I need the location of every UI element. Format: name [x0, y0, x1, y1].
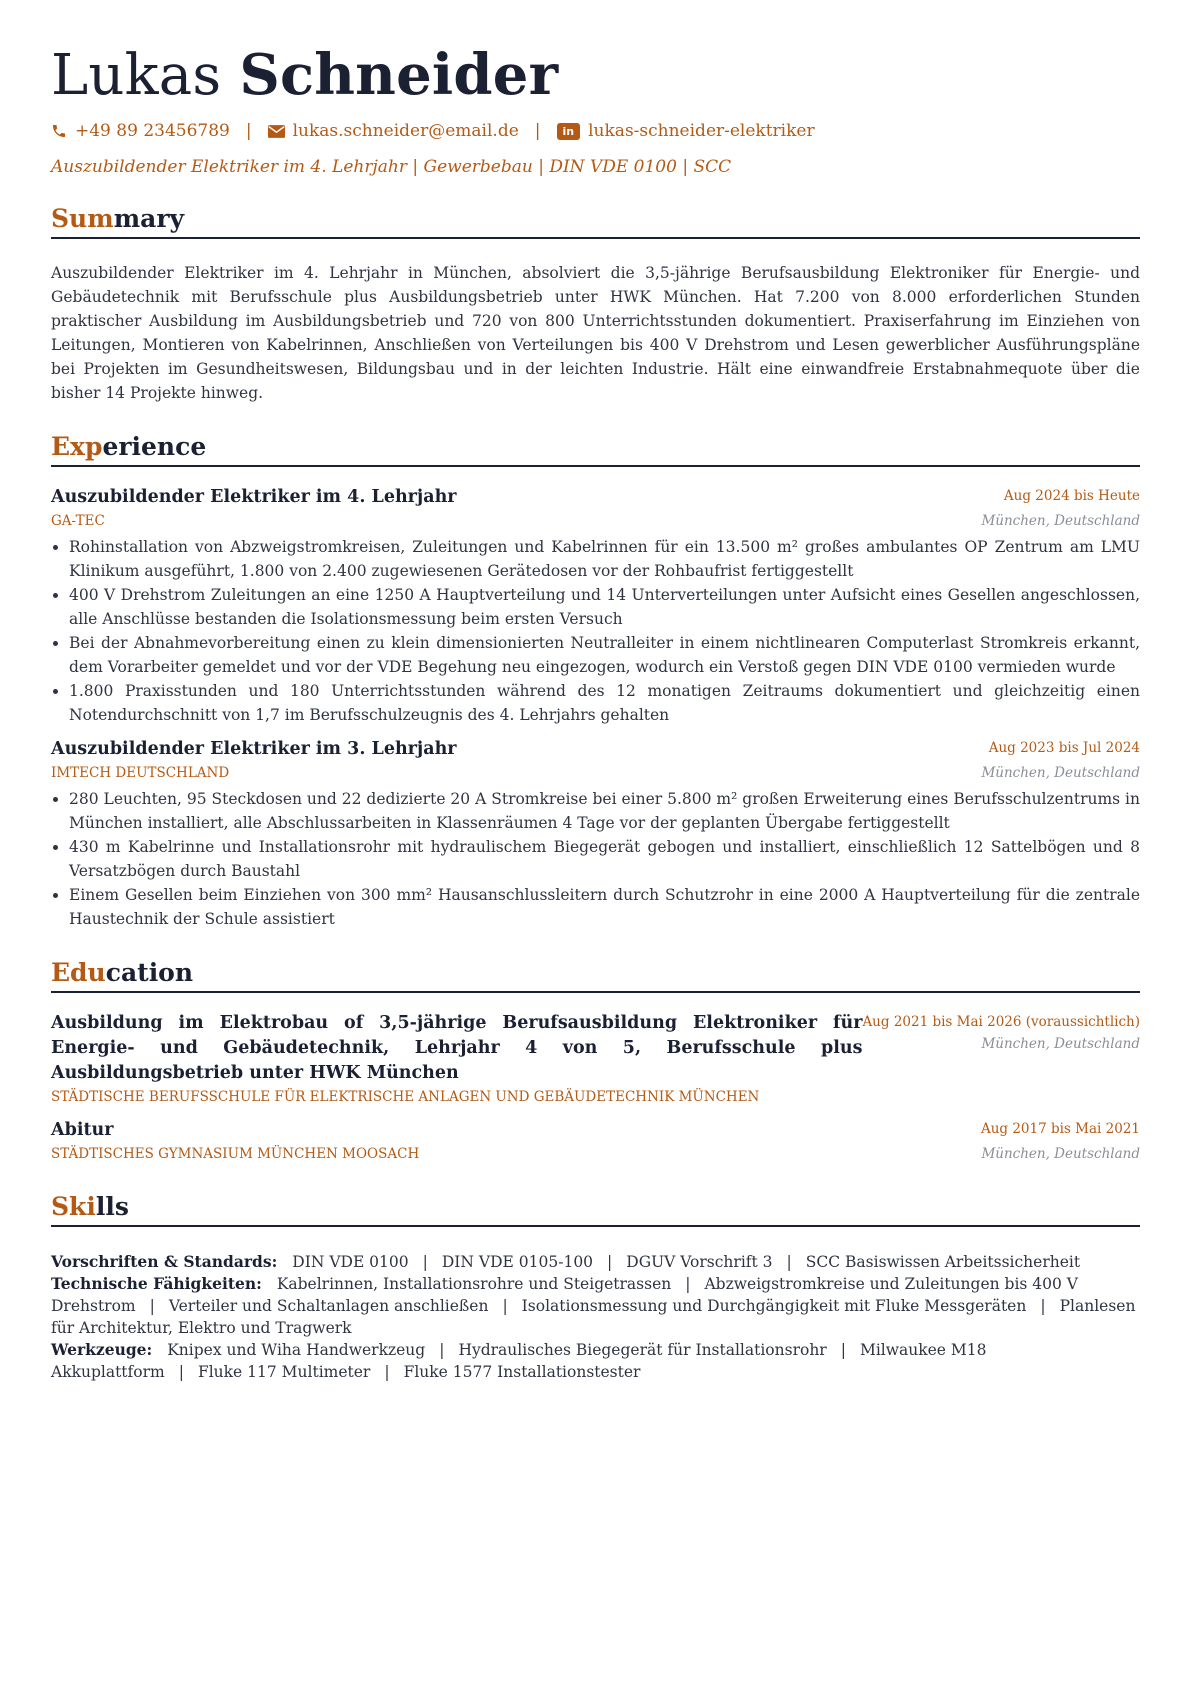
- skill-group-tools: [51, 1339, 1140, 1383]
- email-address: lukas.schneider@email.de: [292, 121, 519, 141]
- bullet-item: • 1.800 Praxisstunden und 180 Unterrichtsstunden während des 12 monatigen Zeitraums dokumentiert und gleichzeitig einen Notendurchschnitt von 1,7 im Berufsschulzeugnis des 4. Lehrjahrs gehalten: [69, 679, 1140, 727]
- employer: GA-TEC: [51, 513, 105, 529]
- skill-separator: |: [178, 1363, 184, 1381]
- skill-item: Verteiler und Schaltanlagen anschließen: [168, 1297, 489, 1315]
- envelope-icon: [268, 125, 285, 138]
- linkedin-handle: lukas-schneider-elektriker: [588, 121, 815, 141]
- skill-item: DGUV Vorschrift 3: [626, 1253, 773, 1271]
- section-title-education: Education: [51, 957, 1140, 993]
- skill-separator: |: [685, 1275, 691, 1293]
- job-dates: Aug 2024 bis Heute: [1003, 488, 1140, 504]
- school-name: STÄDTISCHES GYMNASIUM MÜNCHEN MOOSACH: [51, 1146, 420, 1162]
- skills-section: [51, 1191, 1140, 1383]
- summary-section: [51, 203, 1140, 405]
- linkedin-icon: in: [557, 123, 581, 140]
- school-name: STÄDTISCHE BERUFSSCHULE FÜR ELEKTRISCHE ANLAGEN UND GEBÄUDETECHNIK MÜNCHEN: [51, 1089, 760, 1105]
- summary-text: Auszubildender Elektriker im 4. Lehrjahr in München, absolviert die 3,5-jährige Berufsausbildung Elektroniker für Energie- und Gebäudetechnik mit Berufsschule plus Ausbildungsbetrieb unter HWK München. Hat 7.200 von 8.000 erforderlichen Stunden praktischer Ausbildung im Ausbildungsbetrieb und 720 von 800 Unterrichtsstunden dokumentiert. Praxiserfahrung im Einziehen von Leitungen, Montieren von Kabelrinnen, Anschließen von Verteilungen bis 400 V Drehstrom und Lesen gewerblicher Ausführungspläne bei Projekten im Gesundheitswesen, Bildungsbau und in der leichten Industrie. Hält eine einwandfreie Erstabnahmequote über die bisher 14 Projekte hinweg.: [51, 264, 1140, 402]
- skill-item: Fluke 117 Multimeter: [197, 1363, 371, 1381]
- skill-item: Planlesen für Architektur, Elektro und Tragwerk: [51, 1297, 1136, 1337]
- job-title: Auszubildender Elektriker im 3. Lehrjahr: [51, 739, 457, 759]
- phone-icon: [51, 123, 67, 139]
- contact-separator: |: [245, 121, 252, 141]
- skill-item: Fluke 1577 Installationstester: [403, 1363, 641, 1381]
- section-title-summary: Summary: [51, 203, 1140, 239]
- experience-section: [51, 431, 1140, 931]
- skill-item: DIN VDE 0105-100: [441, 1253, 594, 1271]
- contact-separator: |: [534, 121, 541, 141]
- last-name: Schneider: [239, 42, 559, 108]
- skill-item: Knipex und Wiha Handwerkzeug: [167, 1341, 426, 1359]
- job-location: München, Deutschland: [981, 765, 1140, 781]
- skill-separator: |: [607, 1253, 613, 1271]
- skill-separator: |: [439, 1341, 445, 1359]
- experience-entry: [51, 737, 1140, 931]
- degree-title: Ausbildung im Elektrobau of 3,5-jährige Berufsausbildung Elektroniker für Energie- und Gebäudetechnik, Lehrjahr 4 von 5, Berufsschule plus Ausbildungsbetrieb unter HWK München: [51, 1013, 863, 1083]
- bullet-item: • Bei der Abnahmevorbereitung einen zu klein dimensionierten Neutralleiter in einem nichtlinearen Computerlast Stromkreis erkannt, dem Vorarbeiter gemeldet und vor der VDE Begehung neu eingezogen, wodurch ein Verstoß gegen DIN VDE 0100 vermieden wurde: [69, 631, 1140, 679]
- employer: IMTECH DEUTSCHLAND: [51, 765, 230, 781]
- contact-row: [51, 119, 1140, 143]
- candidate-name: [51, 40, 1140, 111]
- first-name: Lukas: [51, 43, 222, 108]
- linkedin-contact[interactable]: [557, 121, 815, 141]
- skill-item: DIN VDE 0100: [292, 1253, 409, 1271]
- job-dates: Aug 2023 bis Jul 2024: [988, 740, 1140, 756]
- bullet-item: • 400 V Drehstrom Zuleitungen an eine 1250 A Hauptverteilung und 14 Unterverteilungen unter Aufsicht eines Gesellen angeschlossen, alle Anschlüsse bestanden die Isolationsmessung beim ersten Versuch: [69, 583, 1140, 631]
- section-title-experience: Experience: [51, 431, 1140, 467]
- bullet-item: • 430 m Kabelrinne und Installationsrohr mit hydraulischem Biegegerät gebogen und installiert, einschließlich 12 Sattelbögen und 8 Versatzbögen durch Baustahl: [69, 835, 1140, 883]
- phone-contact[interactable]: [51, 121, 230, 141]
- bullet-item: • Einem Gesellen beim Einziehen von 300 mm² Hausanschlussleitern durch Schutzrohr in eine 2000 A Hauptverteilung für die zentrale Haustechnik der Schule assistiert: [69, 883, 1140, 931]
- education-dates: Aug 2021 bis Mai 2026 (voraussichtlich): [862, 1014, 1140, 1030]
- skill-group-technical: [51, 1273, 1140, 1339]
- education-entry: [51, 1118, 1140, 1165]
- skill-separator: |: [840, 1341, 846, 1359]
- education-entry: [51, 1011, 1140, 1108]
- skill-separator: |: [422, 1253, 428, 1271]
- education-dates: Aug 2017 bis Mai 2021: [980, 1121, 1140, 1137]
- experience-entry: [51, 485, 1140, 727]
- skill-group-label: Vorschriften & Standards:: [51, 1252, 278, 1271]
- skill-item: Hydraulisches Biegegerät für Installationsrohr: [458, 1341, 827, 1359]
- skills-list: [51, 1251, 1140, 1383]
- section-title-skills: Skills: [51, 1191, 1140, 1227]
- skill-item: Milwaukee M18 Akkuplattform: [51, 1341, 987, 1381]
- job-bullets: [51, 787, 1140, 931]
- skill-item: Abzweigstromkreise und Zuleitungen bis 400 V Drehstrom: [51, 1275, 1078, 1315]
- skill-item: SCC Basiswissen Arbeitssicherheit: [805, 1253, 1081, 1271]
- bullet-item: • 280 Leuchten, 95 Steckdosen und 22 dedizierte 20 A Stromkreise bei einer 5.800 m² großen Erweiterung eines Berufsschulzentrums in München installiert, alle Abschlussarbeiten in Klassenräumen 4 Tage vor der geplanten Übergabe fertiggestellt: [69, 787, 1140, 835]
- skill-separator: |: [502, 1297, 508, 1315]
- job-location: München, Deutschland: [981, 513, 1140, 529]
- email-contact[interactable]: [268, 121, 519, 141]
- skill-item: Kabelrinnen, Installationsrohre und Steigetrassen: [276, 1275, 672, 1293]
- skill-group-label: Technische Fähigkeiten:: [51, 1274, 262, 1293]
- skill-separator: |: [384, 1363, 390, 1381]
- job-title: Auszubildender Elektriker im 4. Lehrjahr: [51, 487, 457, 507]
- education-location: München, Deutschland: [981, 1146, 1140, 1162]
- skill-item: Isolationsmessung und Durchgängigkeit mit Fluke Messgeräten: [521, 1297, 1027, 1315]
- skill-group-standards: [51, 1251, 1140, 1273]
- skill-separator: |: [149, 1297, 155, 1315]
- headline-tagline: Auszubildender Elektriker im 4. Lehrjahr | Gewerbebau | DIN VDE 0100 | SCC: [51, 157, 732, 177]
- education-location: München, Deutschland: [981, 1036, 1140, 1052]
- education-section: [51, 957, 1140, 1165]
- skill-group-label: Werkzeuge:: [51, 1340, 153, 1359]
- phone-number: +49 89 23456789: [75, 121, 230, 141]
- bullet-item: • Rohinstallation von Abzweigstromkreisen, Zuleitungen und Kabelrinnen für ein 13.500 m² großes ambulantes OP Zentrum am LMU Klinikum ausgeführt, 1.800 von 2.400 zugewiesenen Gerätedosen vor der Rohbaufrist fertiggestellt: [69, 535, 1140, 583]
- skill-separator: |: [1040, 1297, 1046, 1315]
- degree-title: Abitur: [51, 1120, 114, 1140]
- skill-separator: |: [786, 1253, 792, 1271]
- job-bullets: [51, 535, 1140, 727]
